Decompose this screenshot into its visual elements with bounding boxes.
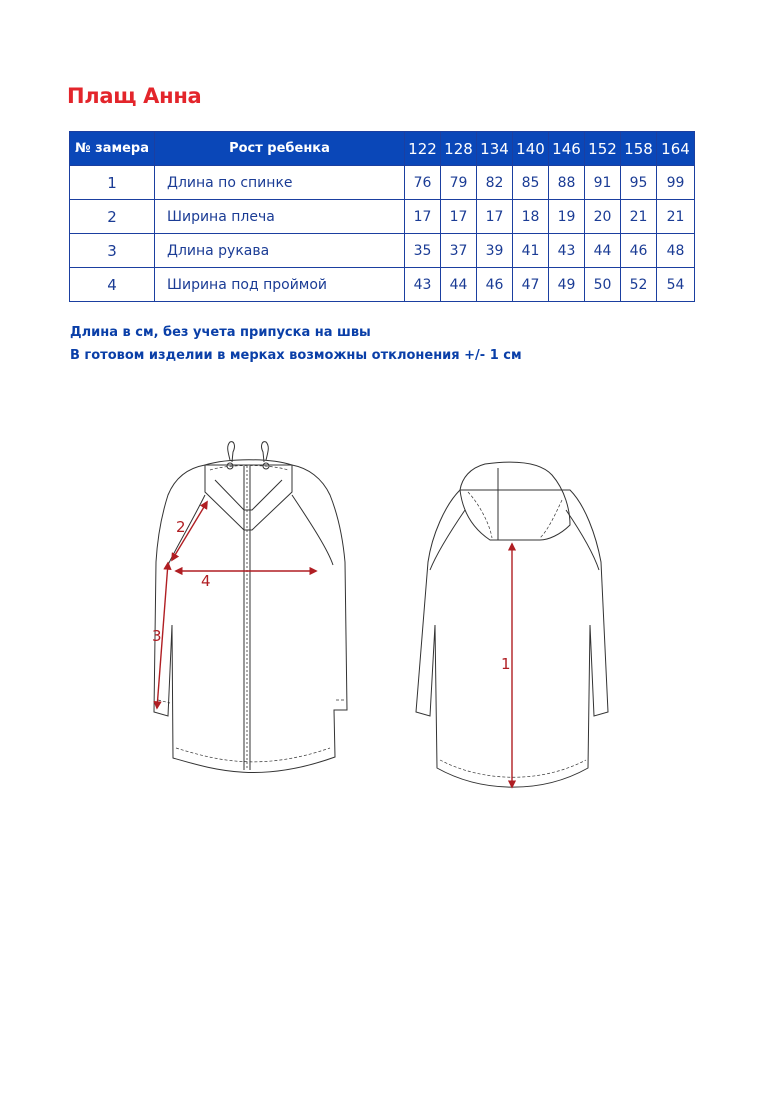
header-size: 122 (405, 132, 441, 166)
table-header-row (70, 132, 695, 166)
row-measure-name: Ширина под проймой (155, 268, 405, 302)
row-value: 18 (513, 200, 549, 234)
front-collar (205, 460, 292, 530)
back-hood (460, 462, 570, 540)
row-value: 17 (441, 200, 477, 234)
row-value: 21 (657, 200, 695, 234)
row-value: 43 (405, 268, 441, 302)
product-title: Плащ Анна (67, 84, 202, 108)
row-value: 49 (549, 268, 585, 302)
marker-label-2: 2 (176, 518, 186, 536)
row-number: 1 (70, 166, 155, 200)
row-value: 20 (585, 200, 621, 234)
row-measure-name: Длина по спинке (155, 166, 405, 200)
row-value: 17 (405, 200, 441, 234)
coat-front-view (154, 442, 347, 773)
size-chart-table (69, 131, 695, 302)
row-value: 95 (621, 166, 657, 200)
front-raglan-seam (168, 495, 205, 565)
back-raglan-seam (566, 510, 599, 570)
row-value: 35 (405, 234, 441, 268)
row-value: 41 (513, 234, 549, 268)
table-row (70, 166, 695, 200)
drawcord-left (228, 442, 235, 462)
row-value: 17 (477, 200, 513, 234)
marker-label-3: 3 (152, 627, 162, 645)
header-size: 158 (621, 132, 657, 166)
table-row (70, 234, 695, 268)
row-value: 85 (513, 166, 549, 200)
row-number: 3 (70, 234, 155, 268)
row-value: 46 (621, 234, 657, 268)
header-size: 152 (585, 132, 621, 166)
header-measure-number: № замера (70, 132, 155, 166)
header-size: 164 (657, 132, 695, 166)
row-number: 2 (70, 200, 155, 234)
marker-label-4: 4 (201, 572, 211, 590)
note-units: Длина в см, без учета припуска на швы (70, 325, 371, 340)
row-value: 46 (477, 268, 513, 302)
row-value: 44 (441, 268, 477, 302)
table-row (70, 200, 695, 234)
row-value: 99 (657, 166, 695, 200)
header-size: 128 (441, 132, 477, 166)
row-value: 43 (549, 234, 585, 268)
header-size: 146 (549, 132, 585, 166)
row-value: 39 (477, 234, 513, 268)
row-number: 4 (70, 268, 155, 302)
back-raglan-seam (430, 510, 465, 570)
table-row (70, 268, 695, 302)
row-value: 76 (405, 166, 441, 200)
front-raglan-seam (292, 495, 333, 565)
row-value: 47 (513, 268, 549, 302)
row-value: 52 (621, 268, 657, 302)
row-value: 91 (585, 166, 621, 200)
row-value: 19 (549, 200, 585, 234)
note-tolerance: В готовом изделии в мерках возможны отклонения +/- 1 см (70, 348, 522, 363)
row-value: 82 (477, 166, 513, 200)
front-collar-inner (215, 480, 282, 510)
row-value: 79 (441, 166, 477, 200)
header-size: 140 (513, 132, 549, 166)
row-value: 44 (585, 234, 621, 268)
row-measure-name: Ширина плеча (155, 200, 405, 234)
marker-label-1: 1 (501, 655, 511, 673)
row-value: 54 (657, 268, 695, 302)
drawcord-right (262, 442, 269, 462)
row-value: 48 (657, 234, 695, 268)
row-measure-name: Длина рукава (155, 234, 405, 268)
header-size: 134 (477, 132, 513, 166)
header-child-height: Рост ребенка (155, 132, 405, 166)
row-value: 21 (621, 200, 657, 234)
row-value: 37 (441, 234, 477, 268)
row-value: 50 (585, 268, 621, 302)
garment-measurement-drawing (140, 430, 640, 810)
row-value: 88 (549, 166, 585, 200)
